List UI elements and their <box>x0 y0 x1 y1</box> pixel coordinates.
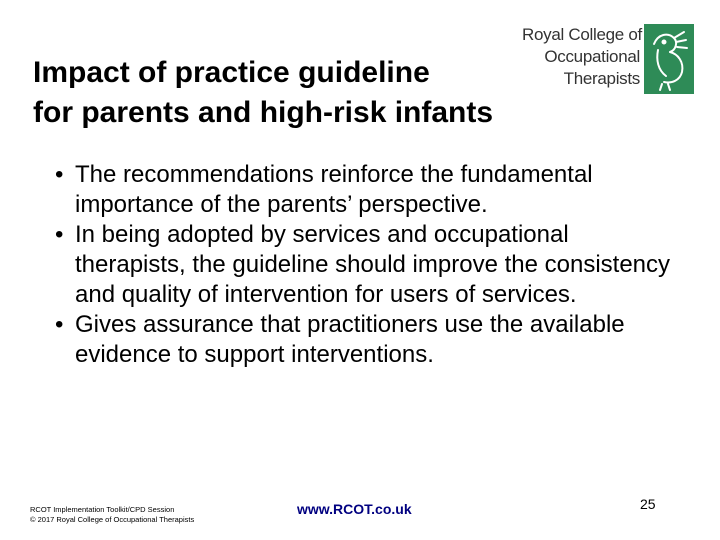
footer-credit-line-1: RCOT Implementation Toolkit/CPD Session <box>30 505 175 514</box>
page-number: 25 <box>640 496 656 512</box>
bullet-item <box>55 310 675 370</box>
bullet-text: Gives assurance that practitioners use the available evidence to support interventions. <box>75 311 625 368</box>
logo-text-line-1: Royal College of <box>522 25 642 44</box>
footer-credits <box>30 505 194 525</box>
bullet-list <box>55 160 675 370</box>
rcot-logo <box>522 24 694 94</box>
bullet-text: The recommendations reinforce the fundamental importance of the parents’ perspective. <box>75 161 593 218</box>
bullet-symbol: • <box>55 311 64 338</box>
bullet-symbol: • <box>55 161 64 188</box>
slide-title-line-2: for parents and high-risk infants <box>33 96 494 129</box>
bullet-item <box>55 220 675 310</box>
bullet-symbol: • <box>55 221 64 248</box>
footer-credit-line-2: © 2017 Royal College of Occupational Therapists <box>30 515 195 524</box>
bullet-item <box>55 160 675 220</box>
slide-title-line-1: Impact of practice guideline <box>33 56 430 89</box>
logo-text-line-3: Therapists <box>563 69 640 88</box>
footer-website-link[interactable]: www.RCOT.co.uk <box>297 501 412 517</box>
rcot-griffin-emblem-icon <box>644 24 694 94</box>
logo-text-line-2: Occupational <box>544 47 640 66</box>
logo-text <box>522 24 640 90</box>
bullet-text: In being adopted by services and occupational therapists, the guideline should improve the consistency and quality of intervention for users of services. <box>75 221 671 308</box>
